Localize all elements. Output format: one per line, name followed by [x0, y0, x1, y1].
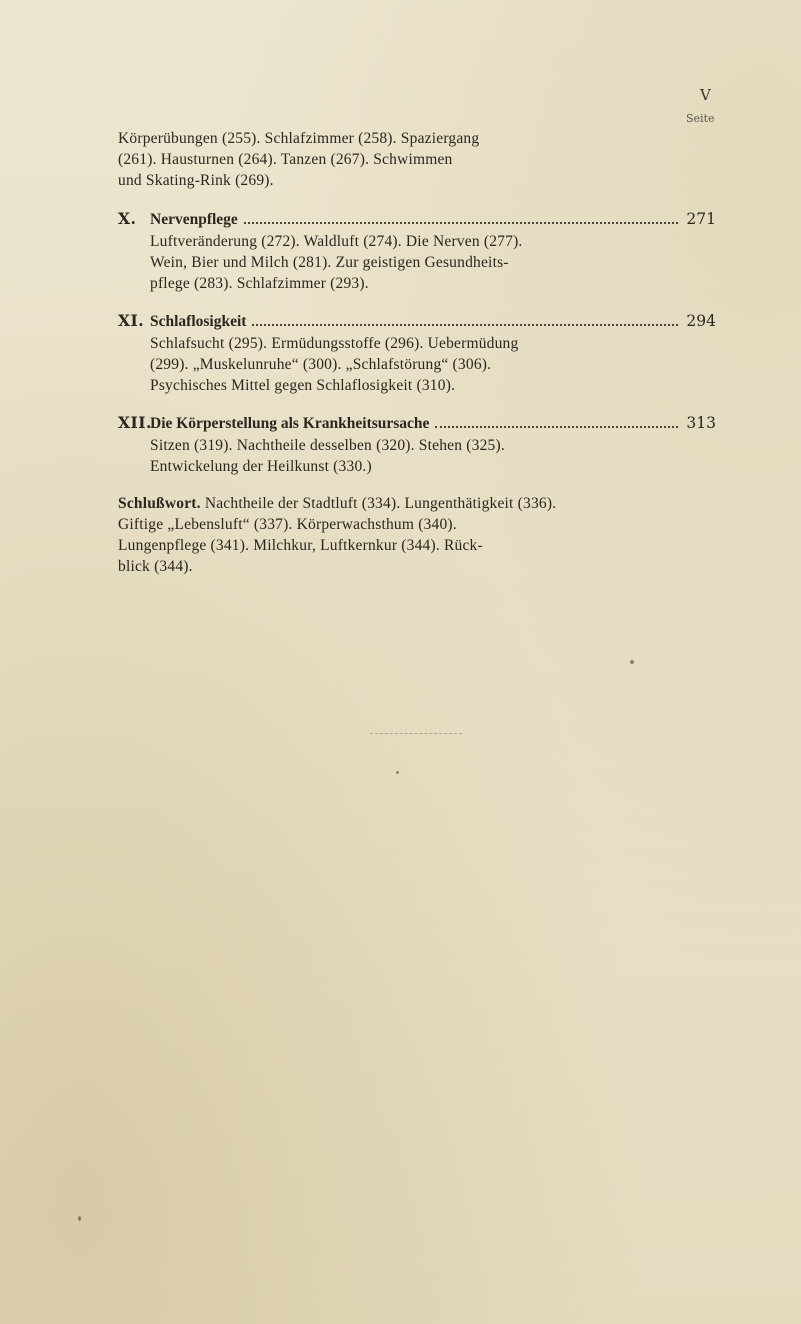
chapter-number: XI.: [118, 311, 145, 330]
toc-line: und Skating-Rink (269).: [118, 172, 274, 189]
toc-line: Wein, Bier und Milch (281). Zur geistigen Gesundheits-: [150, 254, 509, 271]
paper-speck: [78, 1216, 81, 1221]
chapter-page-number: 271: [686, 210, 716, 228]
toc-heading: [118, 208, 716, 231]
toc-entry-body: [118, 493, 716, 577]
chapter-number: X.: [118, 209, 137, 228]
leader-dots: [252, 324, 678, 326]
toc-line: Schlafsucht (295). Ermüdungsstoffe (296). Uebermüdung: [150, 335, 519, 352]
toc-entry-x: [118, 208, 716, 294]
toc-heading: [118, 412, 716, 435]
toc-line: Entwickelung der Heilkunst (330.): [150, 458, 372, 475]
page-column-header: Seite: [686, 112, 715, 125]
toc-line: Lungenpflege (341). Milchkur, Luftkernkur (344). Rück-: [118, 537, 483, 554]
toc-line: [118, 493, 716, 514]
faint-library-mark: [370, 733, 462, 734]
toc-line: Luftveränderung (272). Waldluft (274). Die Nerven (277).: [150, 233, 523, 250]
toc-entry-body: [118, 231, 716, 294]
toc-line: blick (344).: [118, 558, 193, 575]
toc-line: (261). Hausturnen (264). Tanzen (267). Schwimmen: [118, 151, 453, 168]
toc-entry-body: [118, 333, 716, 396]
toc-line: Sitzen (319). Nachtheile desselben (320). Stehen (325).: [150, 437, 505, 454]
toc-entry-body: [118, 128, 716, 191]
toc-entry-body: [118, 435, 716, 477]
toc-heading: [118, 310, 716, 333]
chapter-title: Schlaflosigkeit: [150, 313, 247, 330]
toc-entry-schlusswort: [118, 493, 716, 577]
chapter-page-number: 294: [686, 312, 716, 330]
table-of-contents: [118, 128, 716, 577]
closing-word-title: Schlußwort.: [118, 495, 201, 512]
toc-entry-xii: [118, 412, 716, 477]
leader-dots: [244, 222, 679, 224]
chapter-number: XII.: [118, 413, 152, 432]
toc-line: Psychisches Mittel gegen Schlaflosigkeit (310).: [150, 377, 456, 394]
paper-speck: [396, 771, 399, 774]
toc-entry-continued: [118, 128, 716, 191]
toc-line: pflege (283). Schlafzimmer (293).: [150, 275, 369, 292]
toc-line: Körperübungen (255). Schlafzimmer (258). Spaziergang: [118, 130, 480, 147]
leader-dots: [435, 426, 678, 428]
paper-speck: [630, 660, 634, 664]
toc-line: Giftige „Lebensluft“ (337). Körperwachsthum (340).: [118, 516, 457, 533]
chapter-page-number: 313: [686, 414, 716, 432]
chapter-title: Die Körperstellung als Krankheitsursache: [150, 415, 430, 432]
toc-line: (299). „Muskelunruhe“ (300). „Schlafstörung“ (306).: [150, 356, 492, 373]
closing-word-first-line: Nachtheile der Stadtluft (334). Lungenthätigkeit (336).: [204, 495, 557, 512]
page-number: V: [700, 86, 711, 104]
chapter-title: Nervenpflege: [150, 211, 238, 228]
toc-entry-xi: [118, 310, 716, 396]
